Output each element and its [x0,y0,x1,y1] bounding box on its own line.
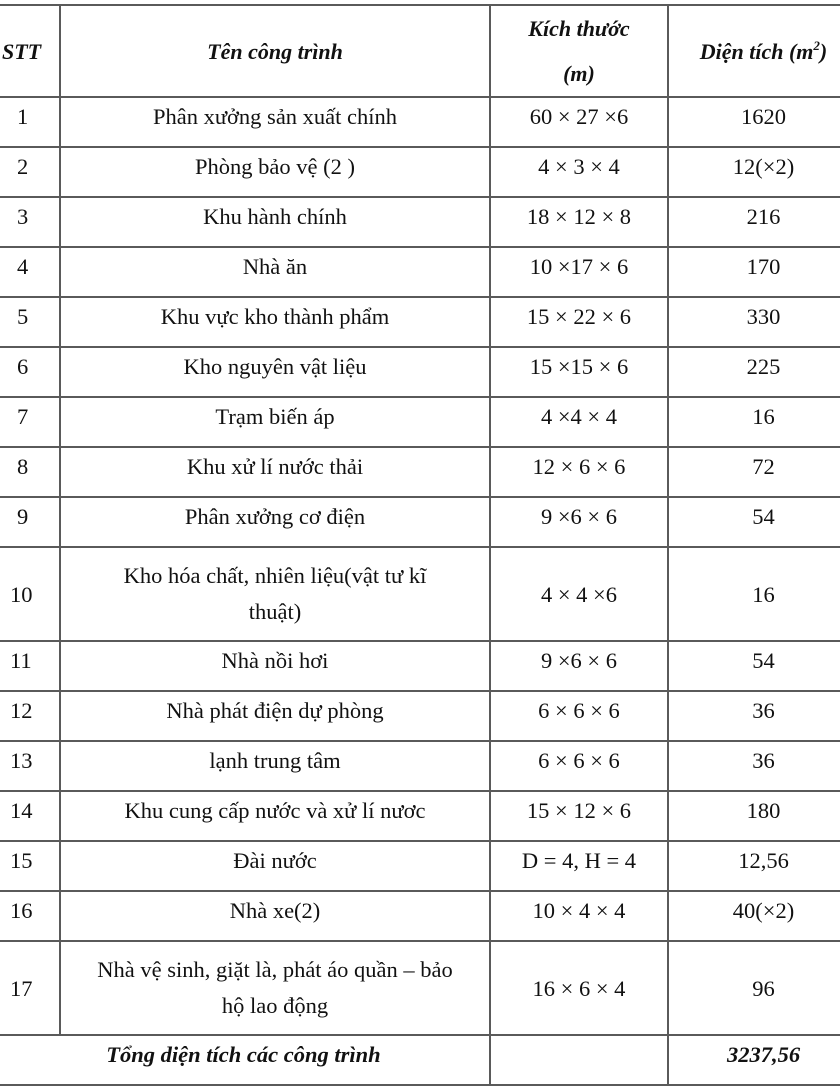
cell-name: Nhà nồi hơi [60,641,490,691]
total-row [0,1035,840,1085]
cell-name [60,547,490,641]
cell-name: Khu hành chính [60,197,490,247]
cell-stt: 1 [0,97,60,147]
cell-area: 216 [668,197,840,247]
header-area-prefix: Diện tích (m [699,38,814,64]
table-row [0,147,840,197]
cell-size: 6 × 6 × 6 [490,691,668,741]
header-area-sup: 2 [813,37,820,53]
cell-area: 12,56 [668,841,840,891]
cell-area: 180 [668,791,840,841]
cell-area: 36 [668,691,840,741]
cell-name-line1: Kho hóa chất, nhiên liệu(vật tư kĩ [123,563,427,588]
cell-size: 4 × 3 × 4 [490,147,668,197]
cell-stt: 3 [0,197,60,247]
cell-name-line2: thuật) [248,599,302,624]
table-row [0,97,840,147]
cell-area: 36 [668,741,840,791]
cell-stt: 9 [0,497,60,547]
cell-name: Kho nguyên vật liệu [60,347,490,397]
cell-name: Đài nước [60,841,490,891]
cell-stt: 4 [0,247,60,297]
cell-size: 16 × 6 × 4 [490,941,668,1035]
cell-area: 330 [668,297,840,347]
cell-name: Khu xử lí nước thải [60,447,490,497]
cell-area: 16 [668,397,840,447]
cell-size: 4 ×4 × 4 [490,397,668,447]
cell-size: 15 × 12 × 6 [490,791,668,841]
cell-name-line2: hộ lao động [221,993,329,1018]
cell-name: Nhà xe(2) [60,891,490,941]
cell-name: Nhà phát điện dự phòng [60,691,490,741]
table-row [0,791,840,841]
header-area [668,5,840,97]
table-row [0,841,840,891]
cell-stt: 7 [0,397,60,447]
table-row [0,941,840,1035]
table-row [0,741,840,791]
cell-stt: 17 [0,941,60,1035]
table-row [0,297,840,347]
cell-name-line1: Nhà vệ sinh, giặt là, phát áo quần – bảo [97,957,453,982]
cell-size: 15 ×15 × 6 [490,347,668,397]
cell-name: lạnh trung tâm [60,741,490,791]
cell-area: 1620 [668,97,840,147]
cell-size: 9 ×6 × 6 [490,497,668,547]
total-area: 3237,56 [668,1035,840,1085]
cell-stt: 8 [0,447,60,497]
table-row [0,691,840,741]
cell-stt: 14 [0,791,60,841]
cell-size: 60 × 27 ×6 [490,97,668,147]
cell-stt: 15 [0,841,60,891]
cell-size: 10 ×17 × 6 [490,247,668,297]
cell-name: Khu cung cấp nước và xử lí nươc [60,791,490,841]
table-row [0,891,840,941]
cell-stt: 2 [0,147,60,197]
cell-name: Phân xưởng sản xuất chính [60,97,490,147]
cell-area: 54 [668,641,840,691]
table-row [0,197,840,247]
cell-area: 54 [668,497,840,547]
cell-area: 40(×2) [668,891,840,941]
header-area-suffix: ) [819,38,828,64]
cell-area: 96 [668,941,840,1035]
cell-name: Phân xưởng cơ điện [60,497,490,547]
cell-name: Khu vực kho thành phẩm [60,297,490,347]
cell-size: 6 × 6 × 6 [490,741,668,791]
header-name [60,5,490,97]
cell-area: 16 [668,547,840,641]
cell-size: 18 × 12 × 8 [490,197,668,247]
cell-name: Trạm biến áp [60,397,490,447]
table-row [0,347,840,397]
table-row [0,447,840,497]
cell-stt: 6 [0,347,60,397]
cell-stt: 13 [0,741,60,791]
cell-name [60,941,490,1035]
header-stt [0,5,60,97]
cell-area: 72 [668,447,840,497]
cell-stt: 10 [0,547,60,641]
table-row [0,641,840,691]
header-name-label: Tên công trình [207,38,343,64]
cell-stt: 5 [0,297,60,347]
buildings-table-container [0,4,840,1086]
cell-area: 225 [668,347,840,397]
cell-size: 15 × 22 × 6 [490,297,668,347]
table-row [0,497,840,547]
cell-stt: 12 [0,691,60,741]
cell-area: 12(×2) [668,147,840,197]
table-row [0,547,840,641]
total-size [490,1035,668,1085]
cell-size: 4 × 4 ×6 [490,547,668,641]
cell-area: 170 [668,247,840,297]
cell-size: 10 × 4 × 4 [490,891,668,941]
cell-size: 12 × 6 × 6 [490,447,668,497]
cell-name: Nhà ăn [60,247,490,297]
cell-size: D = 4, H = 4 [490,841,668,891]
total-label: Tổng diện tích các công trình [0,1035,490,1085]
header-stt-label: STT [2,38,42,64]
table-header-row [0,5,840,97]
table-row [0,397,840,447]
header-size [490,5,668,97]
header-size-line1: Kích thước [528,16,630,41]
cell-name: Phòng bảo vệ (2 ) [60,147,490,197]
cell-size: 9 ×6 × 6 [490,641,668,691]
buildings-area-table [0,4,840,1086]
header-size-line2: (m) [563,61,595,86]
table-row [0,247,840,297]
cell-stt: 16 [0,891,60,941]
cell-stt: 11 [0,641,60,691]
